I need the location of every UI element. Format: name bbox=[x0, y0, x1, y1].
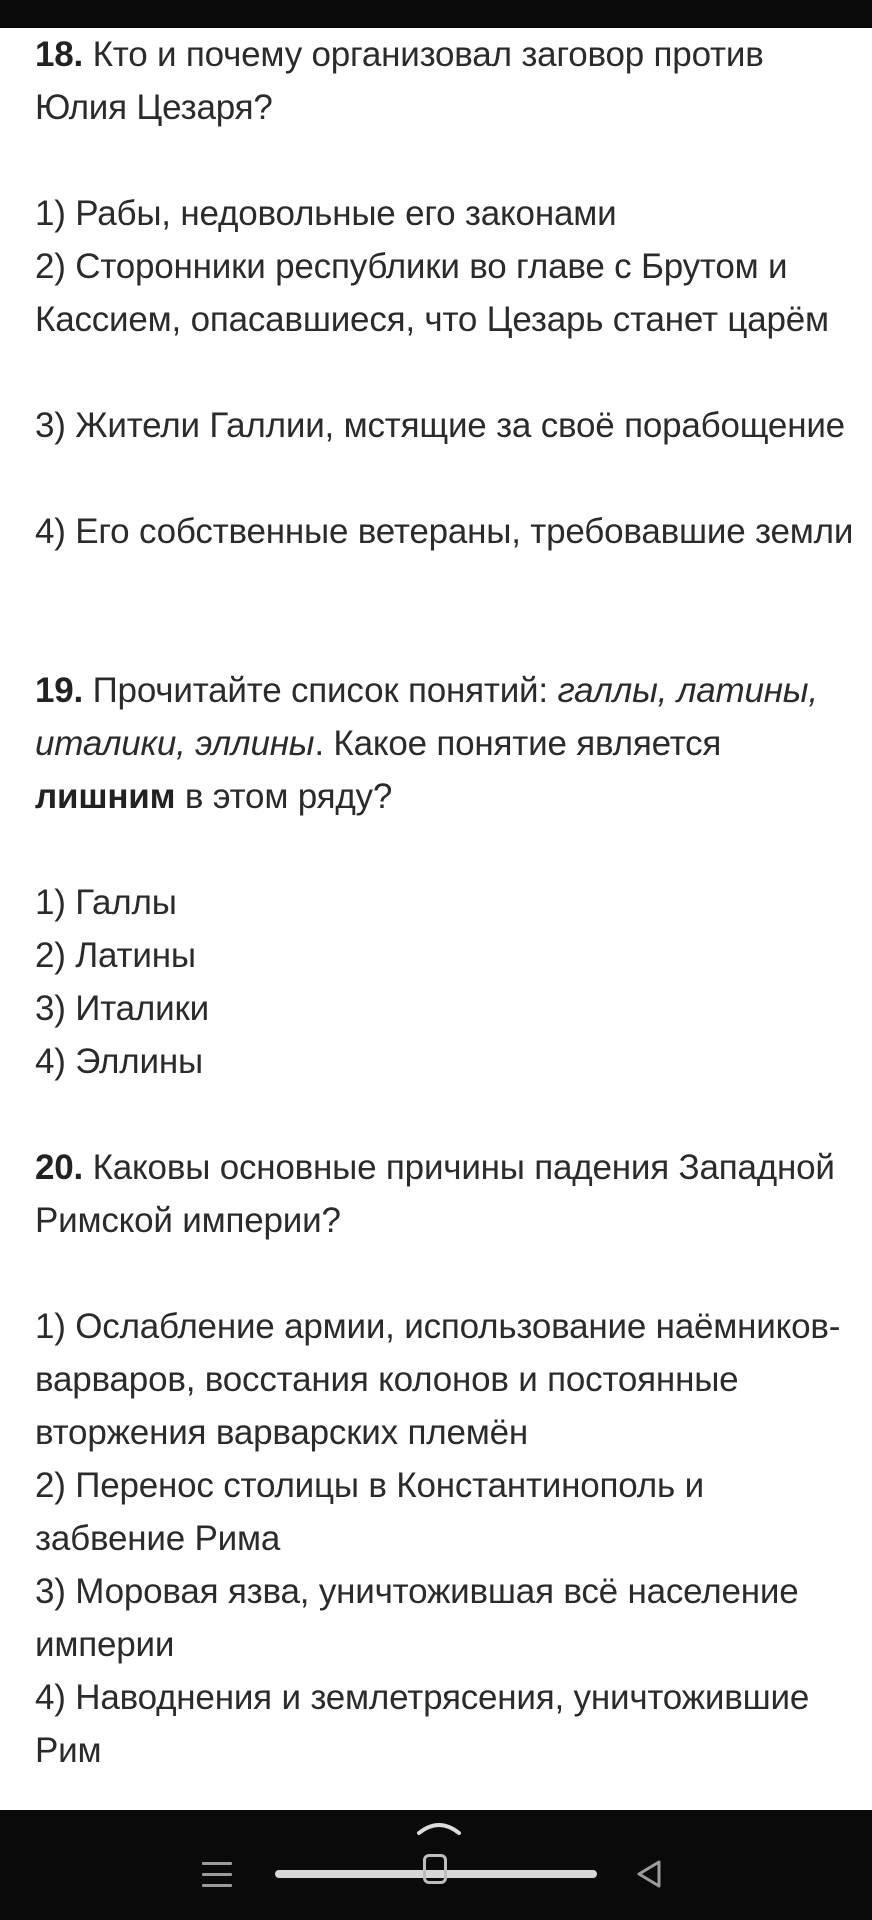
question-18-title bbox=[35, 28, 855, 134]
question-20-option-4: 4) Наводнения и землетрясения, уничтожившие Рим bbox=[35, 1678, 810, 1770]
swipe-up-chevron-icon[interactable] bbox=[415, 1815, 463, 1839]
question-text-middle: . Какое понятие является bbox=[314, 724, 722, 763]
back-icon[interactable] bbox=[635, 1859, 663, 1889]
question-19-option-3: 3) Италики bbox=[35, 989, 209, 1028]
question-19-option-4: 4) Эллины bbox=[35, 1042, 203, 1081]
question-20-option-2: 2) Перенос столицы в Константинополь и забвение Рима bbox=[35, 1466, 704, 1558]
question-text-end: в этом ряду? bbox=[184, 777, 393, 816]
question-19-title bbox=[35, 664, 855, 823]
question-20-option-1: 1) Ослабление армии, использование наёмников-варваров, восстания колонов и постоянные вторжения варварских племён bbox=[35, 1307, 841, 1452]
emphasized-word: лишним bbox=[35, 777, 176, 816]
question-19-option-1: 1) Галлы bbox=[35, 883, 177, 922]
question-18-option-4: 4) Его собственные ветераны, требовавшие земли bbox=[35, 512, 854, 551]
question-19-option-2: 2) Латины bbox=[35, 936, 196, 975]
question-20-title bbox=[35, 1141, 855, 1247]
question-text: Каковы основные причины падения Западной Римской империи? bbox=[35, 1148, 835, 1240]
navigation-bar bbox=[0, 1810, 872, 1920]
question-18-option-2: 2) Сторонники республики во главе с Брутом и Кассием, опасавшиеся, что Цезарь станет царём bbox=[35, 247, 829, 339]
question-number: 20. bbox=[35, 1148, 84, 1187]
screenshot-content bbox=[0, 28, 872, 1810]
status-bar bbox=[0, 0, 872, 28]
question-18-option-1: 1) Рабы, недовольные его законами bbox=[35, 194, 617, 233]
question-number: 19. bbox=[35, 671, 84, 710]
question-20-option-3: 3) Моровая язва, уничтожившая всё население империи bbox=[35, 1572, 799, 1664]
menu-icon[interactable] bbox=[202, 1862, 232, 1888]
home-icon[interactable] bbox=[423, 1854, 447, 1884]
question-text: Кто и почему организовал заговор против Юлия Цезаря? bbox=[35, 35, 764, 127]
question-18-option-3: 3) Жители Галлии, мстящие за своё порабощение bbox=[35, 406, 845, 445]
concept-list: галлы, латины, италики, эллины bbox=[35, 671, 818, 763]
question-text-start: Прочитайте список понятий: bbox=[92, 671, 548, 710]
question-number: 18. bbox=[35, 35, 84, 74]
